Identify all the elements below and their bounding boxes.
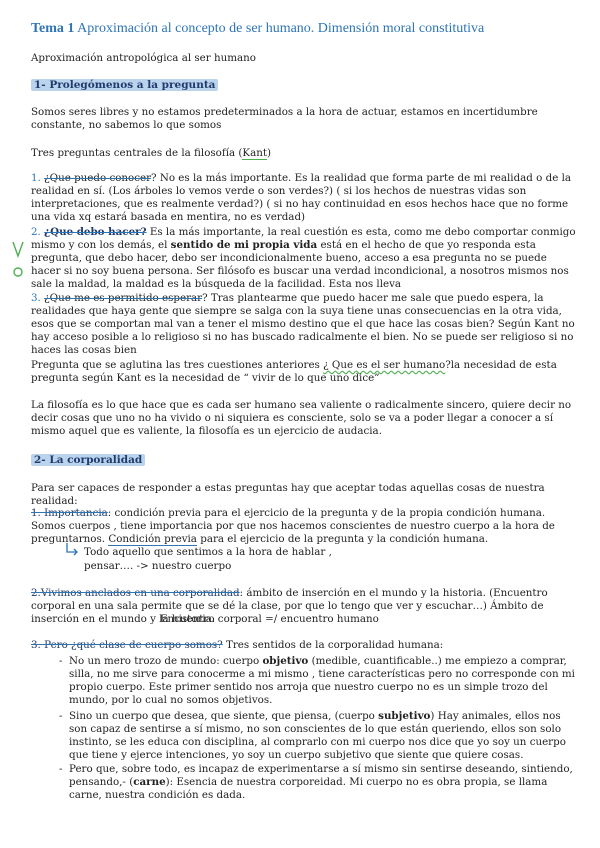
point-1-lead: 1. Importancia [31, 507, 108, 519]
question-3: 3. ¿Que me es permitido esperar? Tras plantearme que puedo hacer me sale que puedo espera, la realidades que haya gente que siempre se salga con la suya tiene unas consecuencias en la otra vida, esos que se comportan mal van a tener el mismo destino que el que hace las cosas bien? Según Kant no hay acceso posible a lo religioso si no has buscado radicalmente el bien. No se puede ser religioso si no haces las cosas bien [31, 292, 575, 356]
point-1-sub-1: Todo aquello que sentimos a la hora de hablar , [84, 546, 332, 558]
point-2-extra: Encuentro corporal =/ encuentro humano [160, 613, 379, 625]
corporality-point-3: 3. Pero ¿qué clase de cuerpo somos? Tres sentidos de la corporalidad humana: [31, 639, 444, 651]
kant-underline: Kant [242, 147, 268, 159]
question-1: 1. ¿Que puedo conocer? No es la más importante. Es la realidad que forma parte de mi realidad o de la realidad en sí. (Los árboles lo vemos verde o son verdes?) ( si los hechos de nuestras vidas son interpretaciones, que es realmente verdad?) ( si no hay continuidad en esos hechos hace que no forme una vida xq estará basada en mentira, no es verdad) [31, 172, 572, 223]
list-item-objective: - No un mero trozo de mundo: cuerpo objetivo (medible, cuantificable..) me empiezo a comprar, silla, no me sirve para conocerme a mi mismo , tiene características pero no corresponde con mi propio cuerpo. Este primer sentido nos arroja que nuestro cuerpo no es un simple trozo del mundo, por lo cual no somos objetivos. [59, 655, 575, 706]
green-side-mark [11, 240, 25, 286]
page-title [31, 21, 484, 37]
question-1-title: ¿Que puedo conocer [44, 172, 152, 184]
corporality-point-2: 2.Vivimos anclados en una corporalidad: ámbito de inserción en el mundo y la historia. (Encuentro corporal en una sala permite que se dé la clase, por que lo tengo que ver y escuchar…) Ámbito de inserción en el mundo y la historia. [31, 587, 548, 625]
list-item-flesh: - Pero que, sobre todo, es incapaz de experimentarse a sí mismo sin sentirse deseando, sintiendo, pensando,- (carne): Esencia de nuestra corporeidad. Mi cuerpo no es obra propia, se llama carne, nuestra condición es dada. [59, 763, 573, 801]
corporality-point-1: 1. Importancia: condición previa para el ejercicio de la pregunta y de la propia condición humana. Somos cuerpos , tiene importancia por que nos hacemos conscientes de nuestro cuerpo a la hora de preguntarnos. Condición previa para el ejercicio de la pregunta y la condición humana. [31, 507, 555, 545]
point-3-lead: 3. Pero ¿qué clase de cuerpo somos? [31, 639, 223, 651]
paragraph-human-question: Pregunta que se aglutina las tres cuestiones anteriores ¿ Que es el ser humano?la necesidad de esta pregunta según Kant es la necesidad de “ vivir de lo que uno dice” [31, 359, 557, 384]
paragraph-philosophy: La filosofía es lo que hace que es cada ser humano sea valiente o radicalmente sincero, quiere decir no decir cosas que uno no ha vivido o ni siquiera es consciente, solo se va a poder llegar a conocer a sí mismo aquel que es valiente, la filosofía es un ejercicio de audacia. [31, 399, 572, 437]
paragraph-requirements: Para ser capaces de responder a estas preguntas hay que aceptar todas aquellas cosas de nuestra realidad: [31, 482, 545, 507]
point-2-lead: 2.Vivimos anclados en una corporalidad [31, 587, 240, 599]
human-question-underline: ¿ Que es el ser humano [323, 359, 446, 371]
title-topic-number: Tema 1 [31, 21, 75, 36]
section-heading-1: 1- Prolegómenos a la pregunta [31, 79, 218, 91]
paragraph-intro: Somos seres libres y no estamos predeterminados a la hora de actuar, estamos en incertidumbre constante, no sabemos lo que somos [31, 106, 538, 131]
question-2-title: ¿Que debo hacer? [44, 226, 147, 238]
condition-underline: Condición previa [108, 532, 197, 545]
title-text: Aproximación al concepto de ser humano. Dimensión moral constitutiva [74, 21, 485, 36]
subtitle: Aproximación antropológica al ser humano [31, 52, 256, 64]
arrow-icon [64, 543, 80, 557]
list-item-subjective: - Sino un cuerpo que desea, que siente, que piensa, (cuerpo subjetivo) Hay animales, ellos nos son capaz de sentirse a sí mismo, no son conscientes de lo que están queriendo, ellos son solo instinto, se les educa con disciplina, al comprarlo con mi cuerpo nos dice que yo soy un cuerpo que tiene y ejerce intenciones, yo soy un cuerpo subjetivo que siente que quiere cosas. [59, 710, 566, 761]
section-heading-2: 2- La corporalidad [31, 454, 145, 466]
point-1-sub-2: pensar…. -> nuestro cuerpo [84, 560, 232, 572]
question-2: 2. ¿Que debo hacer? Es la más importante, la real cuestión es esta, como me debo comportar conmigo mismo y con los demás, el sentido de mi propia vida está en el hecho de que yo responda esta pregunta, que debo hacer, debo ser incondicionalmente bueno, acceso a esa pregunta no se puede hacer si no soy buena persona. Ser filósofo es buscar una verdad incondicional, a nosotros mismos nos sale la maldad, la maldad es la búsqueda de la facilidad. Esta nos lleva [31, 226, 576, 290]
paragraph-three-questions: Tres preguntas centrales de la filosofía (Kant) [31, 147, 272, 159]
question-3-title: ¿Que me es permitido esperar [44, 292, 203, 304]
